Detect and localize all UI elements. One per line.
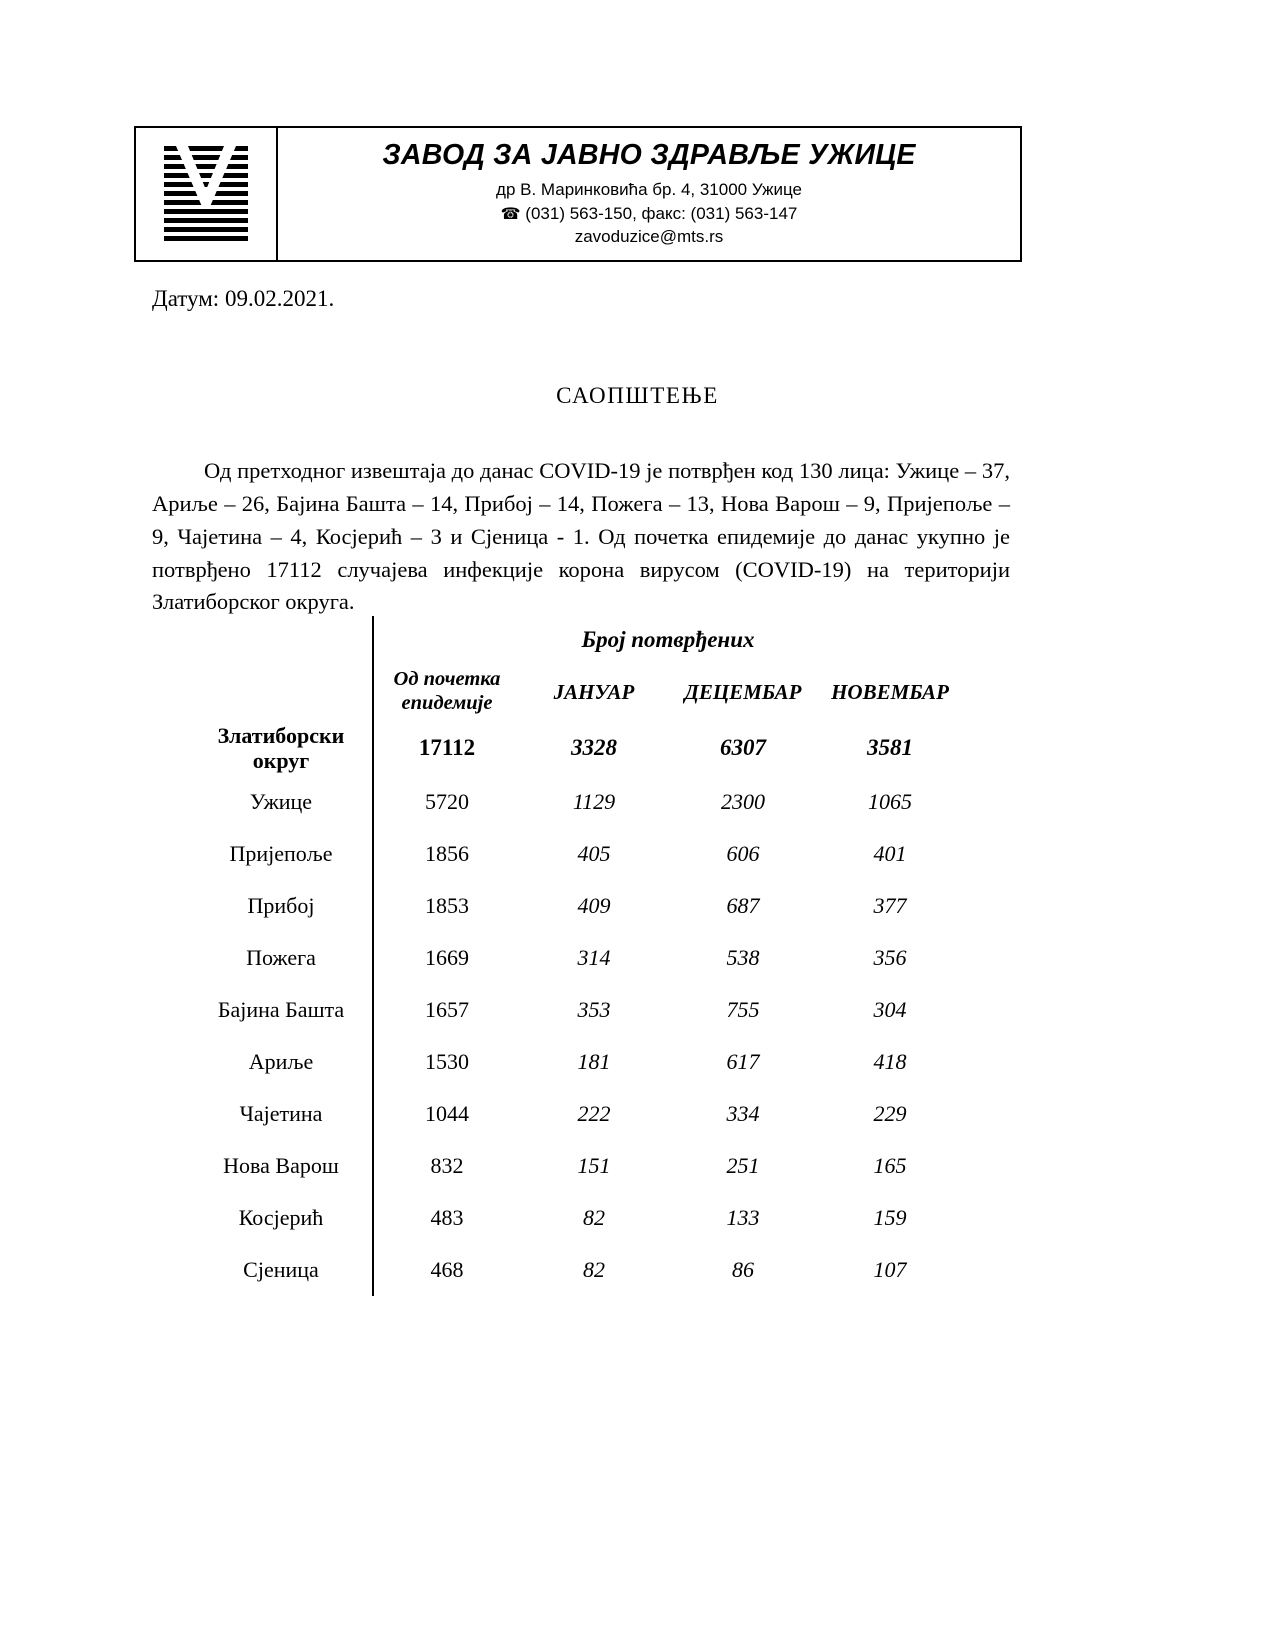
cell-january: 405 xyxy=(577,841,611,866)
cell-november: 418 xyxy=(873,1049,907,1074)
cell-december: 2300 xyxy=(721,789,765,814)
cell-november: 159 xyxy=(873,1205,907,1230)
cell-january: 181 xyxy=(577,1049,611,1074)
row-label: Пожега xyxy=(246,945,316,970)
cell-december: 617 xyxy=(726,1049,760,1074)
cell-november: 107 xyxy=(873,1257,907,1282)
table-row xyxy=(190,1192,962,1244)
cell-december: 687 xyxy=(726,893,760,918)
column-header-since-start-line2: епидемије xyxy=(401,692,493,714)
zavod-logo-icon xyxy=(154,146,258,242)
cell-november: 1065 xyxy=(868,789,912,814)
cell-december: 334 xyxy=(726,1101,760,1126)
row-label-zlatiborski-okrug xyxy=(190,720,373,776)
cell-november: 165 xyxy=(873,1153,907,1178)
row-label: Бајина Башта xyxy=(217,997,345,1022)
organization-email: zavoduzice@mts.rs xyxy=(574,227,724,247)
cell-november: 356 xyxy=(873,945,907,970)
cell-january: 222 xyxy=(577,1101,611,1126)
telephone-icon: ☎ xyxy=(500,203,521,223)
column-header-since-start-line1: Од почетка xyxy=(393,668,501,691)
table-row xyxy=(190,1140,962,1192)
cell-january: 82 xyxy=(583,1205,605,1230)
row-label-line1: Златиборски xyxy=(217,722,345,748)
row-label-line2: округ xyxy=(252,748,310,773)
cell-december: 251 xyxy=(726,1153,760,1178)
cell-since-start: 832 xyxy=(373,1140,520,1192)
cell-november: 304 xyxy=(873,997,907,1022)
table-row xyxy=(190,1036,962,1088)
cell-since-start: 1657 xyxy=(373,984,520,1036)
table-row xyxy=(190,828,962,880)
row-label: Пријепоље xyxy=(229,841,333,866)
column-header-november: НОВЕМБАР xyxy=(831,679,949,704)
cell-december: 538 xyxy=(726,945,760,970)
column-header-january: ЈАНУАР xyxy=(553,679,635,704)
cell-november: 377 xyxy=(873,893,907,918)
cell-december: 606 xyxy=(726,841,760,866)
cell-january: 314 xyxy=(577,945,611,970)
confirmed-cases-table xyxy=(190,616,962,1296)
table-row xyxy=(190,984,962,1036)
table-row xyxy=(190,1088,962,1140)
letterhead-block xyxy=(134,126,1022,262)
group-header-spacer xyxy=(190,616,373,664)
cell-since-start: 1669 xyxy=(373,932,520,984)
table-column-header-row xyxy=(190,664,962,720)
cell-total-since-start: 17112 xyxy=(373,720,520,776)
cell-november: 401 xyxy=(873,841,907,866)
cell-total-december: 6307 xyxy=(720,735,766,760)
organization-phone: (031) 563-150, факс: (031) 563-147 xyxy=(525,203,798,223)
cell-december: 755 xyxy=(726,997,760,1022)
cell-november: 229 xyxy=(873,1101,907,1126)
document-date: Датум: 09.02.2021. xyxy=(152,286,335,311)
table-row xyxy=(190,932,962,984)
confirmed-cases-table-wrapper xyxy=(190,616,962,1296)
organization-details xyxy=(278,128,1020,260)
organization-address: др В. Маринковића бр. 4, 31000 Ужице xyxy=(496,180,802,200)
column-header-since-start xyxy=(373,664,520,720)
cell-total-november: 3581 xyxy=(867,735,913,760)
column-header-blank xyxy=(190,664,373,720)
row-label: Косјерић xyxy=(238,1205,324,1230)
cell-january: 1129 xyxy=(572,789,616,814)
row-label: Ариље xyxy=(248,1049,314,1074)
cell-since-start: 1044 xyxy=(373,1088,520,1140)
cell-january: 151 xyxy=(577,1153,611,1178)
cell-since-start: 1856 xyxy=(373,828,520,880)
row-label: Нова Варош xyxy=(223,1153,339,1178)
body-paragraph: Од претходног извештаја до данас COVID-19 је потврђен код 130 лица: Ужице – 37, Ариље – 26, Бајина Башта – 14, Прибој – 14, Пожега – 13, Нова Варош – 9, Пријепоље – 9, Чајетина – 4, Косјерић – 3 и Сјеница - 1. Од почетка епидемије до данас укупно је потврђено 17112 случајева инфекције корона вирусом (COVID-19) на територији Златиборског округа. xyxy=(152,458,1010,615)
table-row-total xyxy=(190,720,962,776)
table-row xyxy=(190,1244,962,1296)
cell-december: 86 xyxy=(732,1257,754,1282)
logo-cell xyxy=(136,128,278,260)
cell-january: 82 xyxy=(583,1257,605,1282)
cell-january: 409 xyxy=(577,893,611,918)
cell-december: 133 xyxy=(726,1205,760,1230)
row-label: Сјеница xyxy=(243,1257,319,1282)
organization-title: ЗАВОД ЗА ЈАВНО ЗДРАВЉЕ УЖИЦЕ xyxy=(382,139,916,172)
row-label: Чајетина xyxy=(239,1101,323,1126)
cell-since-start: 5720 xyxy=(373,776,520,828)
cell-since-start: 468 xyxy=(373,1244,520,1296)
row-label: Ужице xyxy=(249,789,313,814)
row-label: Прибој xyxy=(247,893,315,918)
table-row xyxy=(190,880,962,932)
group-header-confirmed: Број потврђених xyxy=(373,616,962,664)
page-title: САОПШТЕЊЕ xyxy=(556,383,719,408)
table-row xyxy=(190,776,962,828)
table-group-header-row xyxy=(190,616,962,664)
cell-total-january: 3328 xyxy=(571,735,617,760)
cell-since-start: 1853 xyxy=(373,880,520,932)
cell-since-start: 1530 xyxy=(373,1036,520,1088)
organization-phone-line xyxy=(501,202,798,225)
cell-january: 353 xyxy=(577,997,611,1022)
column-header-december: ДЕЦЕМБАР xyxy=(684,679,802,704)
cell-since-start: 483 xyxy=(373,1192,520,1244)
